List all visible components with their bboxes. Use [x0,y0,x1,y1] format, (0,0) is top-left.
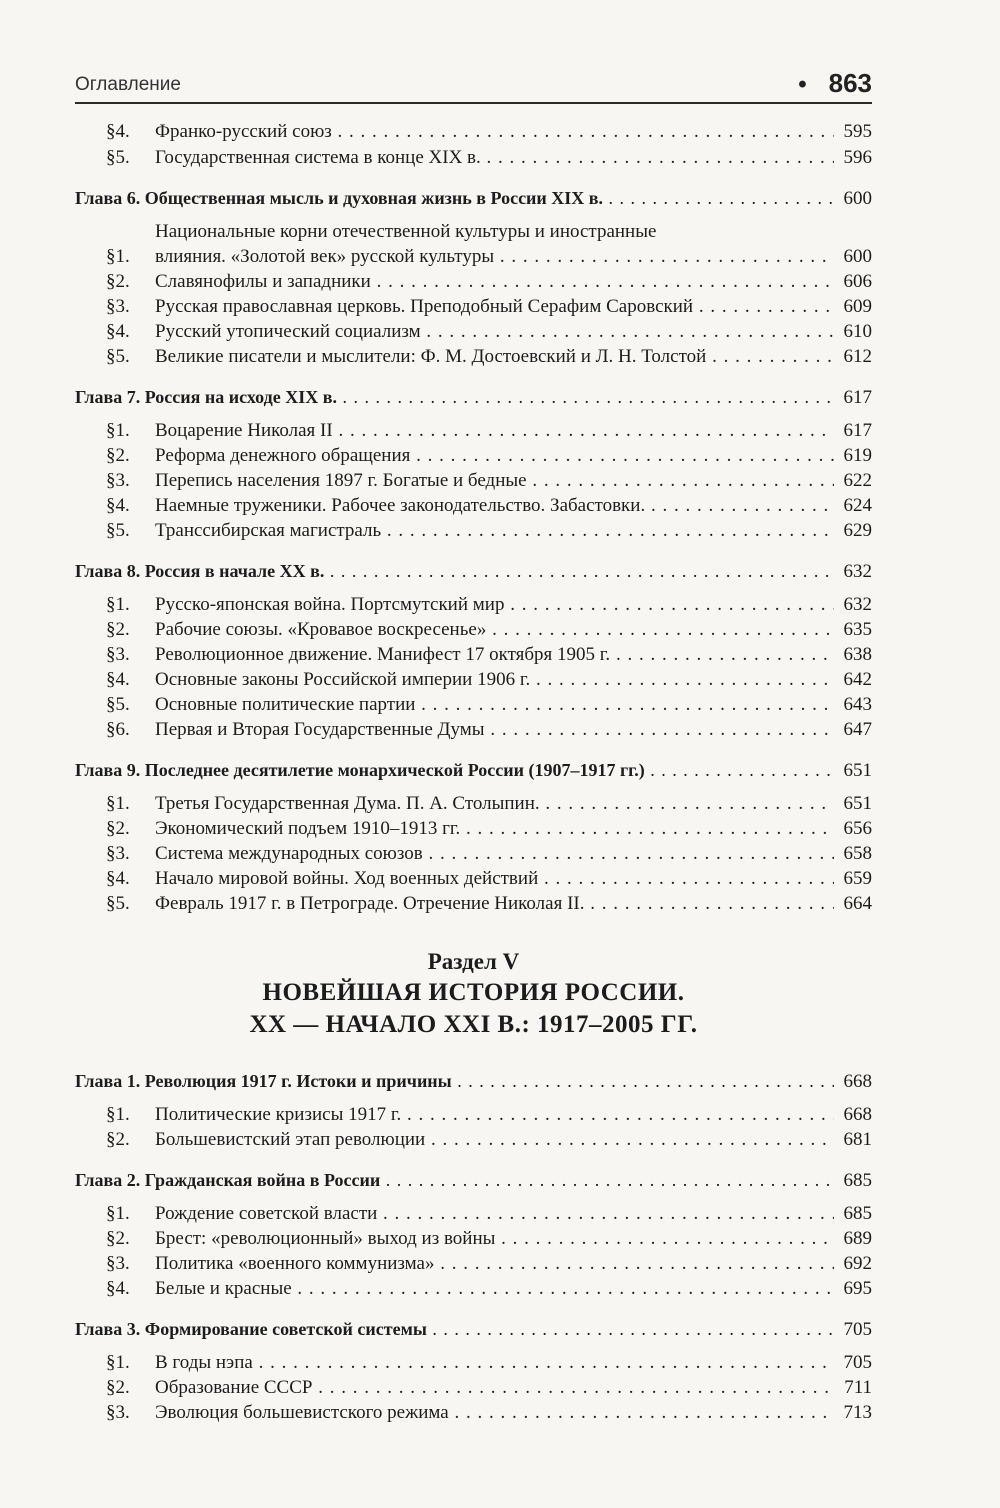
section-number: §2. [106,271,130,292]
header-page-number [798,68,872,99]
toc-section-entry[interactable] [75,1201,872,1226]
toc-section-entry[interactable] [75,269,872,294]
section-number: §3. [106,644,130,665]
section-title: Великие писатели и мыслители: Ф. М. Достоевский и Л. Н. Толстой . . . [155,344,834,369]
page-number: 647 [843,719,872,740]
section-number: §2. [106,445,130,466]
chapter-title: Глава 7. Россия на исходе XIX в. . . . [75,385,834,410]
section-title: Перепись населения 1897 г. Богатые и бедные . . . [155,468,834,493]
section-number: §4. [106,1278,130,1299]
page-number: 668 [843,1104,872,1125]
page-number: 681 [843,1129,872,1150]
toc-section-entry[interactable] [75,866,872,891]
page-number: 711 [844,1377,872,1398]
toc-section-entry[interactable] [75,319,872,344]
page-number: 664 [843,893,872,914]
page-number: 600 [843,246,872,267]
section-number: §5. [106,893,130,914]
page-number: 642 [843,669,872,690]
page-number: 692 [843,1253,872,1274]
section-title: Большевистский этап революции . . . [155,1127,834,1152]
section-title: Система международных союзов . . . [155,841,834,866]
section-title: Рождение советской власти . . . [155,1201,834,1226]
toc-chapter-entry[interactable] [75,1168,872,1193]
toc-section-entry[interactable] [75,816,872,841]
page-number: 658 [843,843,872,864]
toc-section-entry[interactable] [75,1102,872,1127]
page-number: 617 [843,420,872,441]
section-number: §1. [106,1104,130,1125]
page-number: 651 [843,760,872,781]
section-title: Реформа денежного обращения . . . [155,443,834,468]
toc-chapter-entry[interactable] [75,1069,872,1094]
toc-section-entry[interactable] [75,692,872,717]
section-title: Политические кризисы 1917 г. . . . [155,1102,834,1127]
toc-section-entry[interactable] [75,1350,872,1375]
toc-section-entry[interactable] [75,145,872,170]
chapter-title: Глава 9. Последнее десятилетие монархической России (1907–1917 гг.) . . . [75,758,834,783]
section-title: Русский утопический социализм . . . [155,319,834,344]
chapter-title: Глава 6. Общественная мысль и духовная жизнь в России XIX в. . . . [75,186,834,211]
page-number: 629 [843,520,872,541]
section-number: §1. [106,1203,130,1224]
toc-section-entry[interactable] [75,119,872,144]
section-title: Воцарение Николая II . . . [155,418,834,443]
toc-continuation-line: Национальные корни отечественной культуры и иностранные [155,221,657,242]
chapter-title: Глава 3. Формирование советской системы . . . [75,1317,834,1342]
section-number: §1. [106,793,130,814]
toc-section-entry[interactable] [75,642,872,667]
section-title: Начало мировой войны. Ход военных действий . . . [155,866,834,891]
page-number: 624 [843,495,872,516]
page-number: 685 [843,1170,872,1191]
section-title: Образование СССР . . . [155,1375,834,1400]
page-number: 619 [843,445,872,466]
section-number: §6. [106,719,130,740]
page-number: 632 [843,594,872,615]
section-title: Основные политические партии . . . [155,692,834,717]
section-number: §2. [106,818,130,839]
section-number: §3. [106,1402,130,1423]
page-number: 609 [843,296,872,317]
section-number: §5. [106,694,130,715]
toc-section-entry[interactable] [75,1127,872,1152]
part-subtitle: XX — НАЧАЛО XXI В.: 1917–2005 ГГ. [249,1011,698,1038]
page-number: 713 [843,1402,872,1423]
section-number: §2. [106,1377,130,1398]
section-title: Государственная система в конце XIX в. . . . [155,145,834,170]
toc-section-entry[interactable] [75,294,872,319]
page-number: 617 [843,387,872,408]
toc-section-entry[interactable] [75,791,872,816]
page-number: 622 [843,470,872,491]
section-number: §2. [106,1228,130,1249]
page-number: 659 [843,868,872,889]
section-title: Первая и Вторая Государственные Думы . . . [155,717,834,742]
page-number: 606 [843,271,872,292]
part-heading [75,947,872,1041]
toc-section-entry[interactable] [75,1226,872,1251]
page-number: 632 [843,561,872,582]
chapter-title: Глава 1. Революция 1917 г. Истоки и причины . . . [75,1069,834,1094]
page-number: 651 [843,793,872,814]
section-number: §2. [106,1129,130,1150]
section-title: Третья Государственная Дума. П. А. Столыпин. . . . [155,791,834,816]
toc-section-entry[interactable] [75,841,872,866]
toc-section-entry[interactable] [75,1400,872,1425]
page-number: 600 [843,188,872,209]
section-title: Политика «военного коммунизма» . . . [155,1251,834,1276]
toc-chapter-entry[interactable] [75,758,872,783]
toc-section-entry[interactable] [75,1276,872,1301]
section-number: §3. [106,843,130,864]
section-number: §1. [106,420,130,441]
section-number: §4. [106,121,130,142]
section-title: Эволюция большевистского режима . . . [155,1400,834,1425]
section-number: §5. [106,520,130,541]
section-number: §1. [106,594,130,615]
chapter-title: Глава 2. Гражданская война в России . . . [75,1168,834,1193]
toc-section-entry[interactable] [75,493,872,518]
section-number: §1. [106,246,130,267]
page-number: 610 [843,321,872,342]
toc-section-entry[interactable] [75,891,872,916]
toc-section-entry[interactable] [75,344,872,369]
section-number: §4. [106,868,130,889]
page-number: 635 [843,619,872,640]
section-title: Русская православная церковь. Преподобный Серафим Саровский . . . [155,294,834,319]
page-number: 638 [843,644,872,665]
chapter-title: Глава 8. Россия в начале XX в. . . . [75,559,834,584]
part-title: НОВЕЙШАЯ ИСТОРИЯ РОССИИ. [262,979,685,1006]
section-number: §4. [106,669,130,690]
page-number: 685 [843,1203,872,1224]
toc-section-entry[interactable] [75,418,872,443]
header-page: 863 [828,68,872,98]
page-number: 705 [843,1319,872,1340]
page-number: 668 [843,1071,872,1092]
toc-section-entry[interactable] [75,592,872,617]
page-number: 612 [843,346,872,367]
section-title: В годы нэпа . . . [155,1350,834,1375]
header-bullet: • [798,71,807,98]
section-number: §4. [106,495,130,516]
section-title: Белые и красные . . . [155,1276,834,1301]
page-number: 595 [843,121,872,142]
toc-section-entry[interactable] [75,717,872,742]
toc-section-entry[interactable] [75,617,872,642]
section-number: §4. [106,321,130,342]
section-title: влияния. «Золотой век» русской культуры . . . [155,244,834,269]
section-title: Революционное движение. Манифест 17 октября 1905 г. . . . [155,642,834,667]
toc-chapter-entry[interactable] [75,559,872,584]
toc-chapter-entry[interactable] [75,385,872,410]
section-title: Славянофилы и западники . . . [155,269,834,294]
section-number: §5. [106,346,130,367]
section-title: Основные законы Российской империи 1906 г. . . . [155,667,834,692]
section-number: §3. [106,296,130,317]
page-number: 596 [843,147,872,168]
section-number: §3. [106,470,130,491]
section-title: Рабочие союзы. «Кровавое воскресенье» . . . [155,617,834,642]
toc-section-entry[interactable] [75,667,872,692]
section-title: Франко-русский союз . . . [155,119,834,144]
toc-section-entry[interactable] [75,1375,872,1400]
section-number: §2. [106,619,130,640]
page-number: 643 [843,694,872,715]
page-number: 695 [843,1278,872,1299]
section-title: Русско-японская война. Портсмутский мир . . . [155,592,834,617]
toc-section-entry[interactable] [75,518,872,543]
section-title: Февраль 1917 г. в Петрограде. Отречение Николая II. . . . [155,891,834,916]
toc-chapter-entry[interactable] [75,1317,872,1342]
section-title: Наемные труженики. Рабочее законодательство. Забастовки. . . . [155,493,834,518]
page-number: 705 [843,1352,872,1373]
toc-section-entry[interactable] [75,443,872,468]
section-title: Брест: «революционный» выход из войны . . . [155,1226,834,1251]
toc-section-entry[interactable] [75,244,872,269]
page-number: 656 [843,818,872,839]
toc-section-entry[interactable] [75,1251,872,1276]
section-number: §3. [106,1253,130,1274]
part-number: Раздел V [427,949,520,974]
running-header [75,70,872,104]
toc-chapter-entry[interactable] [75,186,872,211]
section-number: §5. [106,147,130,168]
section-title: Транссибирская магистраль . . . [155,518,834,543]
header-title: Оглавление [75,74,181,95]
toc-section-entry[interactable] [75,468,872,493]
section-title: Экономический подъем 1910–1913 гг. . . . [155,816,834,841]
page-number: 689 [843,1228,872,1249]
section-number: §1. [106,1352,130,1373]
